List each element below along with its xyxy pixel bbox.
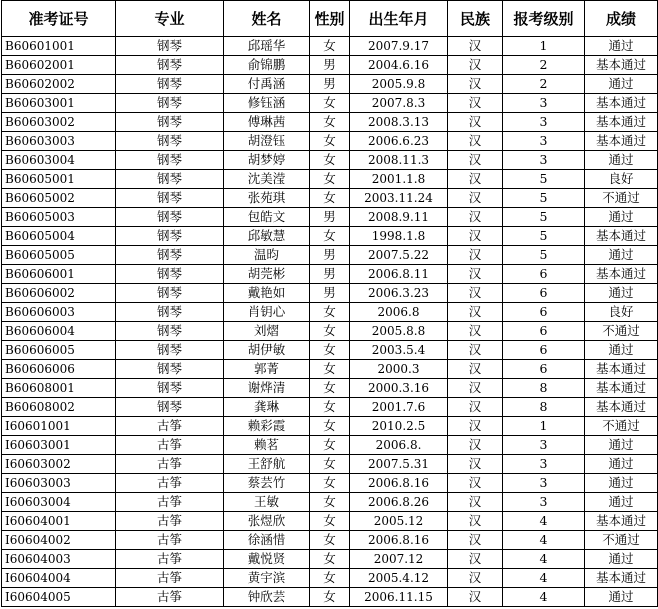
header-major[interactable]: 专业 [116, 1, 224, 37]
cell-exam-id[interactable]: B60605004 [2, 227, 116, 246]
cell-ethnicity[interactable]: 汉 [448, 398, 503, 417]
cell-gender[interactable]: 男 [310, 246, 350, 265]
cell-level[interactable]: 5 [503, 170, 585, 189]
cell-birth-date[interactable]: 2007.5.31 [350, 455, 448, 474]
cell-birth-date[interactable]: 2008.11.3 [350, 151, 448, 170]
cell-major[interactable]: 古筝 [116, 436, 224, 455]
cell-birth-date[interactable]: 2003.5.4 [350, 341, 448, 360]
cell-ethnicity[interactable]: 汉 [448, 588, 503, 607]
cell-level[interactable]: 6 [503, 322, 585, 341]
cell-ethnicity[interactable]: 汉 [448, 474, 503, 493]
cell-ethnicity[interactable]: 汉 [448, 94, 503, 113]
cell-ethnicity[interactable]: 汉 [448, 569, 503, 588]
cell-exam-id[interactable]: I60604001 [2, 512, 116, 531]
cell-major[interactable]: 钢琴 [116, 113, 224, 132]
table-row [2, 322, 658, 341]
table-row [2, 474, 658, 493]
cell-major[interactable]: 古筝 [116, 417, 224, 436]
cell-name[interactable]: 戴悦贤 [224, 550, 310, 569]
cell-level[interactable]: 2 [503, 75, 585, 94]
cell-major[interactable]: 钢琴 [116, 360, 224, 379]
cell-major[interactable]: 古筝 [116, 493, 224, 512]
cell-major[interactable]: 古筝 [116, 474, 224, 493]
cell-level[interactable]: 4 [503, 550, 585, 569]
cell-ethnicity[interactable]: 汉 [448, 436, 503, 455]
cell-exam-id[interactable]: B60605001 [2, 170, 116, 189]
cell-result[interactable]: 通过 [585, 246, 658, 265]
cell-ethnicity[interactable]: 汉 [448, 284, 503, 303]
cell-ethnicity[interactable]: 汉 [448, 550, 503, 569]
cell-major[interactable]: 钢琴 [116, 170, 224, 189]
cell-name[interactable]: 王敏 [224, 493, 310, 512]
cell-gender[interactable]: 女 [310, 474, 350, 493]
cell-level[interactable]: 4 [503, 531, 585, 550]
cell-exam-id[interactable]: I60601001 [2, 417, 116, 436]
cell-result[interactable]: 通过 [585, 455, 658, 474]
cell-result[interactable]: 通过 [585, 474, 658, 493]
cell-ethnicity[interactable]: 汉 [448, 512, 503, 531]
cell-level[interactable]: 8 [503, 379, 585, 398]
cell-gender[interactable]: 女 [310, 113, 350, 132]
cell-name[interactable]: 龚琳 [224, 398, 310, 417]
cell-gender[interactable]: 女 [310, 322, 350, 341]
cell-name[interactable]: 包皓文 [224, 208, 310, 227]
cell-level[interactable]: 4 [503, 588, 585, 607]
cell-birth-date[interactable]: 2000.3.16 [350, 379, 448, 398]
cell-gender[interactable]: 女 [310, 588, 350, 607]
cell-level[interactable]: 6 [503, 284, 585, 303]
cell-name[interactable]: 修钰涵 [224, 94, 310, 113]
cell-result[interactable]: 基本通过 [585, 398, 658, 417]
cell-level[interactable]: 8 [503, 398, 585, 417]
cell-ethnicity[interactable]: 汉 [448, 246, 503, 265]
cell-result[interactable]: 良好 [585, 170, 658, 189]
header-row [2, 1, 658, 37]
table-row [2, 170, 658, 189]
cell-name[interactable]: 胡梦婷 [224, 151, 310, 170]
cell-gender[interactable]: 女 [310, 189, 350, 208]
cell-result[interactable]: 基本通过 [585, 56, 658, 75]
cell-level[interactable]: 6 [503, 303, 585, 322]
cell-exam-id[interactable]: B60606002 [2, 284, 116, 303]
cell-ethnicity[interactable]: 汉 [448, 493, 503, 512]
cell-ethnicity[interactable]: 汉 [448, 360, 503, 379]
cell-major[interactable]: 钢琴 [116, 208, 224, 227]
cell-major[interactable]: 钢琴 [116, 322, 224, 341]
cell-birth-date[interactable]: 2007.8.3 [350, 94, 448, 113]
cell-name[interactable]: 徐涵惜 [224, 531, 310, 550]
cell-exam-id[interactable]: I60603003 [2, 474, 116, 493]
cell-major[interactable]: 古筝 [116, 455, 224, 474]
cell-ethnicity[interactable]: 汉 [448, 208, 503, 227]
cell-gender[interactable]: 男 [310, 265, 350, 284]
cell-name[interactable]: 张煜欣 [224, 512, 310, 531]
cell-name[interactable]: 谢烨清 [224, 379, 310, 398]
cell-name[interactable]: 邱瑶华 [224, 37, 310, 56]
header-gender[interactable]: 性别 [310, 1, 350, 37]
cell-result[interactable]: 不通过 [585, 189, 658, 208]
header-result[interactable]: 成绩 [585, 1, 658, 37]
cell-level[interactable]: 6 [503, 341, 585, 360]
cell-result[interactable]: 不通过 [585, 322, 658, 341]
cell-result[interactable]: 通过 [585, 550, 658, 569]
cell-major[interactable]: 古筝 [116, 531, 224, 550]
cell-result[interactable]: 通过 [585, 75, 658, 94]
table-row [2, 512, 658, 531]
cell-birth-date[interactable]: 2006.8. [350, 436, 448, 455]
cell-result[interactable]: 通过 [585, 151, 658, 170]
cell-exam-id[interactable]: B60605003 [2, 208, 116, 227]
cell-ethnicity[interactable]: 汉 [448, 417, 503, 436]
table-row [2, 531, 658, 550]
cell-ethnicity[interactable]: 汉 [448, 322, 503, 341]
cell-exam-id[interactable]: I60604005 [2, 588, 116, 607]
cell-gender[interactable]: 女 [310, 531, 350, 550]
cell-result[interactable]: 通过 [585, 436, 658, 455]
cell-gender[interactable]: 女 [310, 303, 350, 322]
cell-level[interactable]: 3 [503, 493, 585, 512]
cell-gender[interactable]: 男 [310, 208, 350, 227]
cell-birth-date[interactable]: 2006.8.16 [350, 474, 448, 493]
cell-name[interactable]: 赖茗 [224, 436, 310, 455]
cell-result[interactable]: 通过 [585, 208, 658, 227]
table-row [2, 56, 658, 75]
cell-ethnicity[interactable]: 汉 [448, 113, 503, 132]
cell-exam-id[interactable]: I60604004 [2, 569, 116, 588]
cell-major[interactable]: 钢琴 [116, 246, 224, 265]
cell-major[interactable]: 钢琴 [116, 265, 224, 284]
cell-gender[interactable]: 女 [310, 569, 350, 588]
cell-birth-date[interactable]: 2006.8.16 [350, 531, 448, 550]
table-row [2, 569, 658, 588]
cell-exam-id[interactable]: B60606001 [2, 265, 116, 284]
cell-ethnicity[interactable]: 汉 [448, 455, 503, 474]
table-row [2, 417, 658, 436]
cell-level[interactable]: 1 [503, 37, 585, 56]
cell-gender[interactable]: 女 [310, 379, 350, 398]
cell-birth-date[interactable]: 2006.3.23 [350, 284, 448, 303]
cell-result[interactable]: 基本通过 [585, 512, 658, 531]
cell-name[interactable]: 蔡芸竹 [224, 474, 310, 493]
cell-birth-date[interactable]: 2008.9.11 [350, 208, 448, 227]
cell-name[interactable]: 付禹涵 [224, 75, 310, 94]
header-birth-date[interactable]: 出生年月 [350, 1, 448, 37]
cell-major[interactable]: 钢琴 [116, 284, 224, 303]
cell-name[interactable]: 王舒航 [224, 455, 310, 474]
cell-name[interactable]: 郭菁 [224, 360, 310, 379]
cell-result[interactable]: 基本通过 [585, 265, 658, 284]
cell-level[interactable]: 6 [503, 360, 585, 379]
cell-major[interactable]: 钢琴 [116, 398, 224, 417]
cell-ethnicity[interactable]: 汉 [448, 132, 503, 151]
cell-result[interactable]: 基本通过 [585, 379, 658, 398]
table-row [2, 246, 658, 265]
cell-major[interactable]: 钢琴 [116, 189, 224, 208]
exam-results-table [1, 0, 658, 607]
cell-result[interactable]: 基本通过 [585, 132, 658, 151]
cell-major[interactable]: 古筝 [116, 588, 224, 607]
cell-ethnicity[interactable]: 汉 [448, 265, 503, 284]
cell-ethnicity[interactable]: 汉 [448, 341, 503, 360]
table-row [2, 75, 658, 94]
table-row [2, 493, 658, 512]
cell-birth-date[interactable]: 2007.12 [350, 550, 448, 569]
cell-result[interactable]: 通过 [585, 37, 658, 56]
cell-birth-date[interactable]: 2006.6.23 [350, 132, 448, 151]
cell-major[interactable]: 钢琴 [116, 75, 224, 94]
cell-major[interactable]: 钢琴 [116, 37, 224, 56]
cell-birth-date[interactable]: 2007.5.22 [350, 246, 448, 265]
table-row [2, 132, 658, 151]
cell-exam-id[interactable]: B60608001 [2, 379, 116, 398]
cell-name[interactable]: 黄宇滨 [224, 569, 310, 588]
cell-name[interactable]: 刘熠 [224, 322, 310, 341]
cell-ethnicity[interactable]: 汉 [448, 37, 503, 56]
cell-birth-date[interactable]: 2005.9.8 [350, 75, 448, 94]
table-row [2, 94, 658, 113]
table-row [2, 265, 658, 284]
cell-result[interactable]: 基本通过 [585, 113, 658, 132]
cell-major[interactable]: 古筝 [116, 569, 224, 588]
cell-exam-id[interactable]: I60604002 [2, 531, 116, 550]
cell-exam-id[interactable]: I60604003 [2, 550, 116, 569]
cell-exam-id[interactable]: B60603001 [2, 94, 116, 113]
cell-birth-date[interactable]: 1998.1.8 [350, 227, 448, 246]
cell-gender[interactable]: 男 [310, 284, 350, 303]
cell-birth-date[interactable]: 2005.4.12 [350, 569, 448, 588]
table-row [2, 37, 658, 56]
cell-major[interactable]: 钢琴 [116, 94, 224, 113]
cell-result[interactable]: 不通过 [585, 417, 658, 436]
cell-birth-date[interactable]: 2001.7.6 [350, 398, 448, 417]
cell-major[interactable]: 钢琴 [116, 379, 224, 398]
cell-exam-id[interactable]: I60603004 [2, 493, 116, 512]
cell-name[interactable]: 邱敏慧 [224, 227, 310, 246]
cell-gender[interactable]: 女 [310, 398, 350, 417]
cell-name[interactable]: 俞锦鹏 [224, 56, 310, 75]
cell-gender[interactable]: 女 [310, 417, 350, 436]
cell-name[interactable]: 沈美滢 [224, 170, 310, 189]
cell-gender[interactable]: 女 [310, 493, 350, 512]
table-row [2, 227, 658, 246]
cell-exam-id[interactable]: B60608002 [2, 398, 116, 417]
cell-birth-date[interactable]: 2005.12 [350, 512, 448, 531]
cell-result[interactable]: 基本通过 [585, 360, 658, 379]
table-row [2, 284, 658, 303]
cell-name[interactable]: 赖彩霞 [224, 417, 310, 436]
cell-ethnicity[interactable]: 汉 [448, 227, 503, 246]
cell-level[interactable]: 3 [503, 151, 585, 170]
cell-exam-id[interactable]: B60606003 [2, 303, 116, 322]
cell-gender[interactable]: 女 [310, 170, 350, 189]
cell-major[interactable]: 古筝 [116, 550, 224, 569]
cell-birth-date[interactable]: 2005.8.8 [350, 322, 448, 341]
cell-major[interactable]: 古筝 [116, 512, 224, 531]
cell-exam-id[interactable]: B60605002 [2, 189, 116, 208]
cell-exam-id[interactable]: I60603001 [2, 436, 116, 455]
cell-gender[interactable]: 女 [310, 512, 350, 531]
cell-gender[interactable]: 女 [310, 94, 350, 113]
cell-result[interactable]: 通过 [585, 588, 658, 607]
cell-name[interactable]: 傅琳茜 [224, 113, 310, 132]
cell-level[interactable]: 3 [503, 474, 585, 493]
cell-name[interactable]: 温昀 [224, 246, 310, 265]
cell-name[interactable]: 张苑琪 [224, 189, 310, 208]
table-row [2, 455, 658, 474]
cell-result[interactable]: 不通过 [585, 531, 658, 550]
cell-level[interactable]: 3 [503, 455, 585, 474]
cell-exam-id[interactable]: B60606006 [2, 360, 116, 379]
cell-name[interactable]: 胡莞彬 [224, 265, 310, 284]
cell-birth-date[interactable]: 2001.1.8 [350, 170, 448, 189]
table-row [2, 341, 658, 360]
table-row [2, 113, 658, 132]
cell-level[interactable]: 5 [503, 189, 585, 208]
cell-exam-id[interactable]: B60606004 [2, 322, 116, 341]
cell-gender[interactable]: 女 [310, 455, 350, 474]
table-row [2, 588, 658, 607]
cell-major[interactable]: 钢琴 [116, 151, 224, 170]
table-row [2, 550, 658, 569]
cell-level[interactable]: 4 [503, 569, 585, 588]
cell-gender[interactable]: 女 [310, 341, 350, 360]
cell-level[interactable]: 3 [503, 94, 585, 113]
cell-birth-date[interactable]: 2006.8.11 [350, 265, 448, 284]
cell-exam-id[interactable]: B60603004 [2, 151, 116, 170]
cell-major[interactable]: 钢琴 [116, 132, 224, 151]
cell-level[interactable]: 5 [503, 208, 585, 227]
cell-gender[interactable]: 女 [310, 151, 350, 170]
cell-name[interactable]: 胡澄钰 [224, 132, 310, 151]
cell-gender[interactable]: 男 [310, 75, 350, 94]
table-row [2, 398, 658, 417]
table-row [2, 151, 658, 170]
header-exam-id[interactable]: 准考证号 [2, 1, 116, 37]
table-row [2, 189, 658, 208]
cell-result[interactable]: 通过 [585, 493, 658, 512]
cell-result[interactable]: 基本通过 [585, 227, 658, 246]
cell-exam-id[interactable]: B60601001 [2, 37, 116, 56]
cell-gender[interactable]: 女 [310, 132, 350, 151]
cell-ethnicity[interactable]: 汉 [448, 531, 503, 550]
cell-exam-id[interactable]: B60605005 [2, 246, 116, 265]
cell-birth-date[interactable]: 2006.8 [350, 303, 448, 322]
table-row [2, 436, 658, 455]
table-row [2, 303, 658, 322]
cell-birth-date[interactable]: 2003.11.24 [350, 189, 448, 208]
cell-gender[interactable]: 男 [310, 56, 350, 75]
cell-exam-id[interactable]: B60606005 [2, 341, 116, 360]
cell-result[interactable]: 基本通过 [585, 94, 658, 113]
table-row [2, 208, 658, 227]
cell-level[interactable]: 3 [503, 436, 585, 455]
cell-result[interactable]: 通过 [585, 341, 658, 360]
cell-level[interactable]: 6 [503, 265, 585, 284]
cell-level[interactable]: 4 [503, 512, 585, 531]
header-level[interactable]: 报考级别 [503, 1, 585, 37]
cell-ethnicity[interactable]: 汉 [448, 56, 503, 75]
cell-gender[interactable]: 女 [310, 227, 350, 246]
cell-birth-date[interactable]: 2004.6.16 [350, 56, 448, 75]
cell-level[interactable]: 5 [503, 246, 585, 265]
cell-ethnicity[interactable]: 汉 [448, 170, 503, 189]
cell-ethnicity[interactable]: 汉 [448, 189, 503, 208]
cell-birth-date[interactable]: 2008.3.13 [350, 113, 448, 132]
table-row [2, 360, 658, 379]
cell-ethnicity[interactable]: 汉 [448, 303, 503, 322]
cell-name[interactable]: 钟欣芸 [224, 588, 310, 607]
cell-gender[interactable]: 女 [310, 436, 350, 455]
header-ethnicity[interactable]: 民族 [448, 1, 503, 37]
header-name[interactable]: 姓名 [224, 1, 310, 37]
cell-exam-id[interactable]: B60603003 [2, 132, 116, 151]
cell-major[interactable]: 钢琴 [116, 303, 224, 322]
cell-level[interactable]: 3 [503, 113, 585, 132]
cell-ethnicity[interactable]: 汉 [448, 151, 503, 170]
cell-major[interactable]: 钢琴 [116, 341, 224, 360]
cell-birth-date[interactable]: 2010.2.5 [350, 417, 448, 436]
cell-level[interactable]: 3 [503, 132, 585, 151]
cell-ethnicity[interactable]: 汉 [448, 379, 503, 398]
table-row [2, 379, 658, 398]
cell-name[interactable]: 肖钥心 [224, 303, 310, 322]
cell-birth-date[interactable]: 2000.3 [350, 360, 448, 379]
cell-level[interactable]: 1 [503, 417, 585, 436]
cell-gender[interactable]: 女 [310, 360, 350, 379]
cell-major[interactable]: 钢琴 [116, 56, 224, 75]
cell-birth-date[interactable]: 2006.11.15 [350, 588, 448, 607]
cell-birth-date[interactable]: 2006.8.26 [350, 493, 448, 512]
cell-exam-id[interactable]: B60602001 [2, 56, 116, 75]
cell-result[interactable]: 基本通过 [585, 569, 658, 588]
cell-name[interactable]: 胡伊敏 [224, 341, 310, 360]
cell-exam-id[interactable]: B60602002 [2, 75, 116, 94]
cell-result[interactable]: 良好 [585, 303, 658, 322]
cell-ethnicity[interactable]: 汉 [448, 75, 503, 94]
cell-gender[interactable]: 女 [310, 550, 350, 569]
cell-gender[interactable]: 女 [310, 37, 350, 56]
cell-exam-id[interactable]: B60603002 [2, 113, 116, 132]
cell-level[interactable]: 5 [503, 227, 585, 246]
cell-name[interactable]: 戴艳如 [224, 284, 310, 303]
cell-result[interactable]: 通过 [585, 284, 658, 303]
cell-exam-id[interactable]: I60603002 [2, 455, 116, 474]
cell-level[interactable]: 2 [503, 56, 585, 75]
cell-birth-date[interactable]: 2007.9.17 [350, 37, 448, 56]
cell-major[interactable]: 钢琴 [116, 227, 224, 246]
